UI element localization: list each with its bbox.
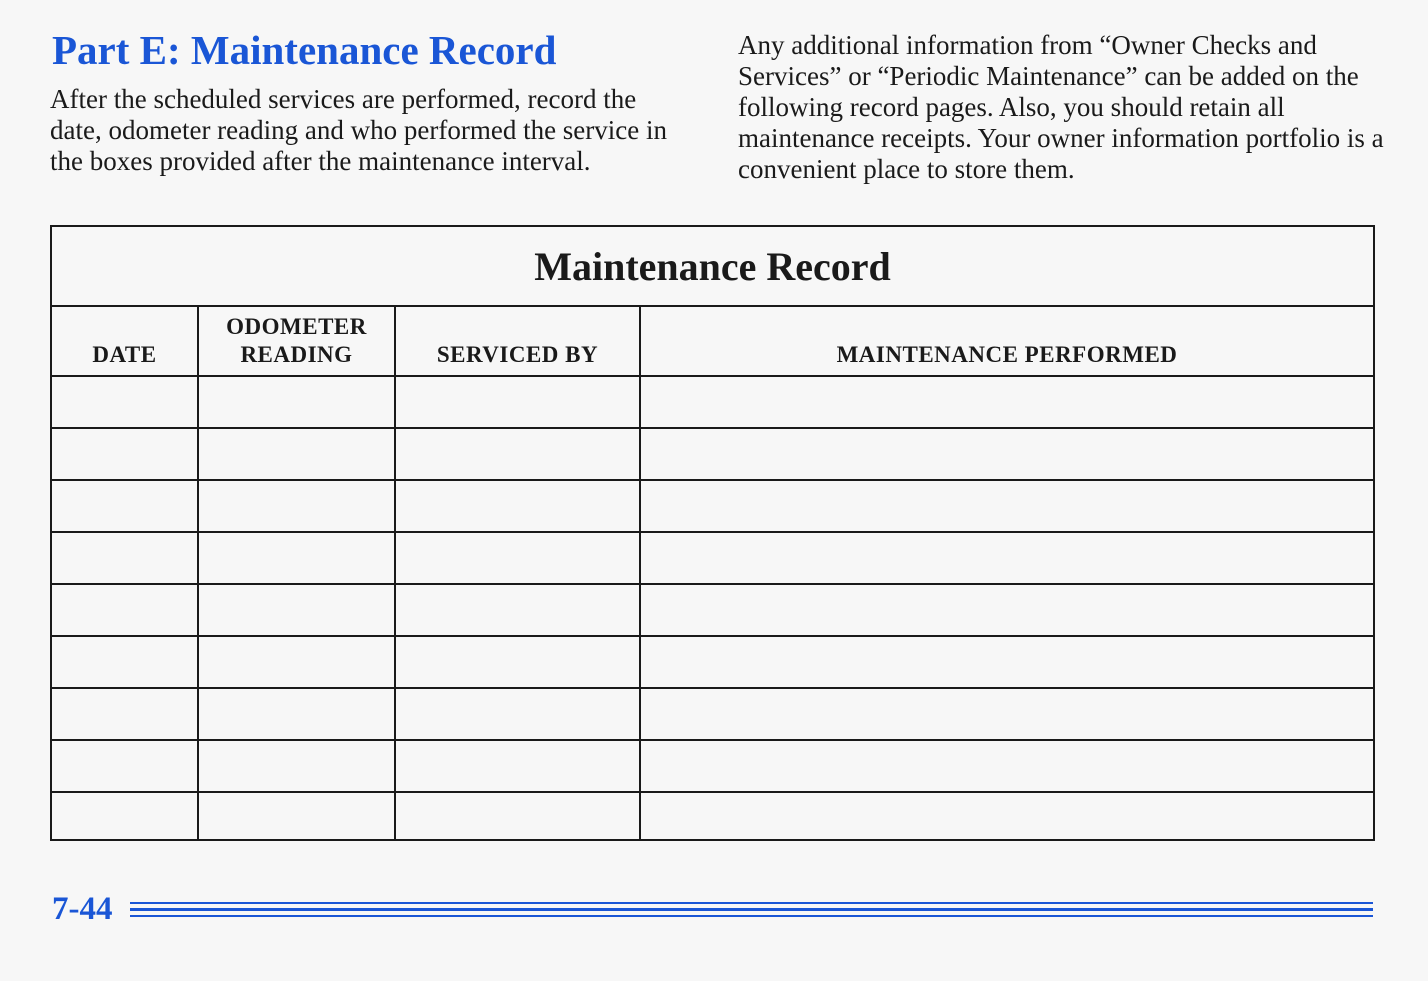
record-cell-maintenance-performed[interactable] (641, 533, 1373, 583)
table-row (52, 429, 1373, 481)
record-cell-maintenance-performed[interactable] (641, 689, 1373, 739)
record-cell-serviced-by[interactable] (396, 793, 641, 839)
record-cell-serviced-by[interactable] (396, 533, 641, 583)
record-cell-date[interactable] (52, 429, 199, 479)
table-title: Maintenance Record (52, 227, 1373, 307)
record-cell-maintenance-performed[interactable] (641, 429, 1373, 479)
record-cell-odometer[interactable] (199, 377, 396, 427)
record-cell-maintenance-performed[interactable] (641, 741, 1373, 791)
footer-rule (130, 915, 1373, 917)
record-cell-serviced-by[interactable] (396, 689, 641, 739)
record-cell-maintenance-performed[interactable] (641, 793, 1373, 839)
table-body (52, 377, 1373, 839)
record-cell-serviced-by[interactable] (396, 481, 641, 531)
table-row (52, 533, 1373, 585)
table-header-row (52, 307, 1373, 377)
intro-paragraph-right: Any additional information from “Owner Checks and Services” or “Periodic Maintenance” can be added on the following record pages. Also, you should retain all maintenance receipts. Your owner information portfolio is a convenient place to store them. (738, 30, 1384, 184)
page-title: Part E: Maintenance Record (52, 27, 557, 73)
table-row (52, 637, 1373, 689)
record-cell-serviced-by[interactable] (396, 429, 641, 479)
record-cell-odometer[interactable] (199, 689, 396, 739)
record-cell-maintenance-performed[interactable] (641, 585, 1373, 635)
record-cell-date[interactable] (52, 377, 199, 427)
record-cell-date[interactable] (52, 533, 199, 583)
record-cell-date[interactable] (52, 637, 199, 687)
maintenance-record-table (50, 225, 1375, 841)
record-cell-date[interactable] (52, 689, 199, 739)
record-cell-odometer[interactable] (199, 533, 396, 583)
record-cell-serviced-by[interactable] (396, 637, 641, 687)
record-cell-date[interactable] (52, 741, 199, 791)
record-cell-odometer[interactable] (199, 481, 396, 531)
intro-paragraph-left: After the scheduled services are performed, record the date, odometer reading and who performed the service in the boxes provided after the maintenance interval. (50, 84, 668, 176)
record-cell-odometer[interactable] (199, 741, 396, 791)
record-cell-date[interactable] (52, 585, 199, 635)
table-row (52, 741, 1373, 793)
table-row (52, 481, 1373, 533)
record-cell-odometer[interactable] (199, 637, 396, 687)
record-cell-maintenance-performed[interactable] (641, 377, 1373, 427)
footer-rule (130, 902, 1373, 904)
record-cell-maintenance-performed[interactable] (641, 481, 1373, 531)
page-number: 7-44 (52, 891, 113, 927)
record-cell-odometer[interactable] (199, 793, 396, 839)
column-header-maintenance-performed: MAINTENANCE PERFORMED (836, 342, 1178, 367)
table-row (52, 793, 1373, 839)
table-row (52, 689, 1373, 741)
table-row (52, 377, 1373, 429)
footer-rule (130, 908, 1373, 911)
column-header-date: DATE (52, 307, 199, 375)
record-cell-date[interactable] (52, 793, 199, 839)
record-cell-serviced-by[interactable] (396, 377, 641, 427)
record-cell-serviced-by[interactable] (396, 741, 641, 791)
record-cell-date[interactable] (52, 481, 199, 531)
table-row (52, 585, 1373, 637)
record-cell-odometer[interactable] (199, 585, 396, 635)
column-header-odometer-reading: ODOMETER READING (199, 307, 396, 375)
record-cell-maintenance-performed[interactable] (641, 637, 1373, 687)
column-header-serviced-by: SERVICED BY (396, 307, 641, 375)
record-cell-serviced-by[interactable] (396, 585, 641, 635)
record-cell-odometer[interactable] (199, 429, 396, 479)
